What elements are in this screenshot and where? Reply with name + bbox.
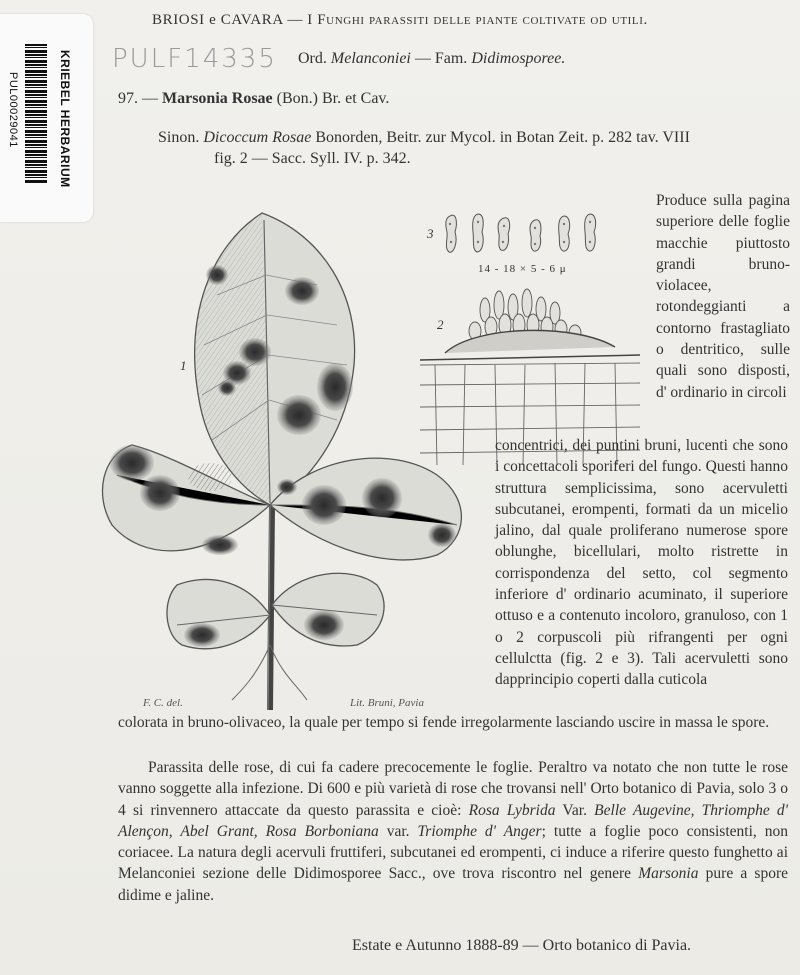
synonym-line-2: fig. 2 — Sacc. Syll. IV. p. 342. — [214, 150, 411, 167]
figure-3-label: 3 — [427, 226, 434, 241]
lithographer-signature: Lit. Bruni, Pavia — [350, 697, 424, 709]
description-wide-column: concentrici, dei puntini bruni, lucenti che sono i concettacoli sporiferi del fungo. Questi hanno struttura semplicissima, sono acervuletti subcutanei, erompenti, formati da un micelio jalino, dal quale proliferano numerose spore oblunghe, bicellulari, molto ristrette in corrispondenza del setto, col segmento inferiore d' ordinario acuminato, il superiore ottuso e a contenuto incoloro, granuloso, con 1 o 2 corpuscoli più rifrangenti per ogni cellulctta (fig. 2 e 3). Tali acervuletti sono dapprincipio coperti dalla cuticola — [495, 437, 788, 689]
spore-size-scale: 14 - 18 × 5 - 6 μ — [478, 263, 567, 275]
herbarium-label — [0, 14, 93, 222]
header-authors: BRIOSI e CAVARA — [152, 12, 283, 28]
order-name: Melanconiei — [330, 50, 411, 67]
synonym-reference: Bonorden, Beitr. zur Mycol. in Botan Zeit. p. 282 tav. VIII — [315, 129, 690, 146]
artist-signature: F. C. del. — [143, 697, 183, 709]
species-number: 97. — — [118, 90, 158, 107]
order-line — [298, 50, 565, 68]
family-name: Didimosporee. — [471, 50, 566, 67]
synonym-line-1 — [158, 129, 690, 147]
spores-illustration — [440, 208, 615, 260]
family-prefix: — Fam. — [414, 50, 468, 67]
herbarium-name: KRIEBEL HERBARIUM — [58, 50, 72, 188]
handwritten-number: PULF14335 — [112, 44, 277, 74]
synonym-prefix: Sinon. — [158, 129, 200, 146]
species-heading — [118, 90, 389, 108]
header-series: — I Funghi parassiti delle piante coltivate od utili. — [287, 12, 648, 28]
page-header — [152, 12, 648, 29]
order-prefix: Ord. — [298, 50, 327, 67]
species-name: Marsonia Rosae — [162, 90, 273, 107]
footer-line: Estate e Autunno 1888-89 — Orto botanico di Pavia. — [352, 937, 692, 954]
accession-number: PUL00029041 — [7, 72, 19, 148]
description-full-width: colorata in bruno-olivaceo, la quale per tempo si fende irregolarmente lasciando uscire in massa le spore. — [118, 714, 770, 731]
figure-1-label: 1 — [180, 358, 187, 373]
figure-2-label: 2 — [437, 317, 444, 332]
description-right-column: Produce sulla pagina superiore delle foglie macchie piuttosto grandi bruno-violacee, rotondeggianti a contorno frastagliato o dentritico, sulle quali sono disposti, d' ordinario in circoli — [656, 192, 790, 401]
synonym-name: Dicoccum Rosae — [203, 129, 312, 146]
barcode-image — [25, 44, 47, 184]
species-authority: (Bon.) Br. et Cav. — [276, 90, 390, 107]
host-paragraph: Parassita delle rose, di cui fa cadere precocemente le foglie. Peraltro va notato che non tutte le rose vanno soggette alla infezione. Di 600 e più varietà di rose che trovansi nell' Orto botanico di Pavia, solo 3 o 4 si rinvennero attaccate da questo parassita e cioè: Rosa Lybrida Var. Belle Augevine, Thriomphe d' Alençon, Abel Grant, Rosa Borboniana var. Triomphe d' Anger; tutte a foglie poco consistenti, non coriacee. La natura degli acervuli fruttiferi, subcutanei ed erompenti, ci induce a riferire questo funghetto ai Melanconiei sezione delle Didimosporee Sacc., ove trova riscontro nel genere Marsonia pure a spore didime e jaline. — [118, 759, 788, 904]
